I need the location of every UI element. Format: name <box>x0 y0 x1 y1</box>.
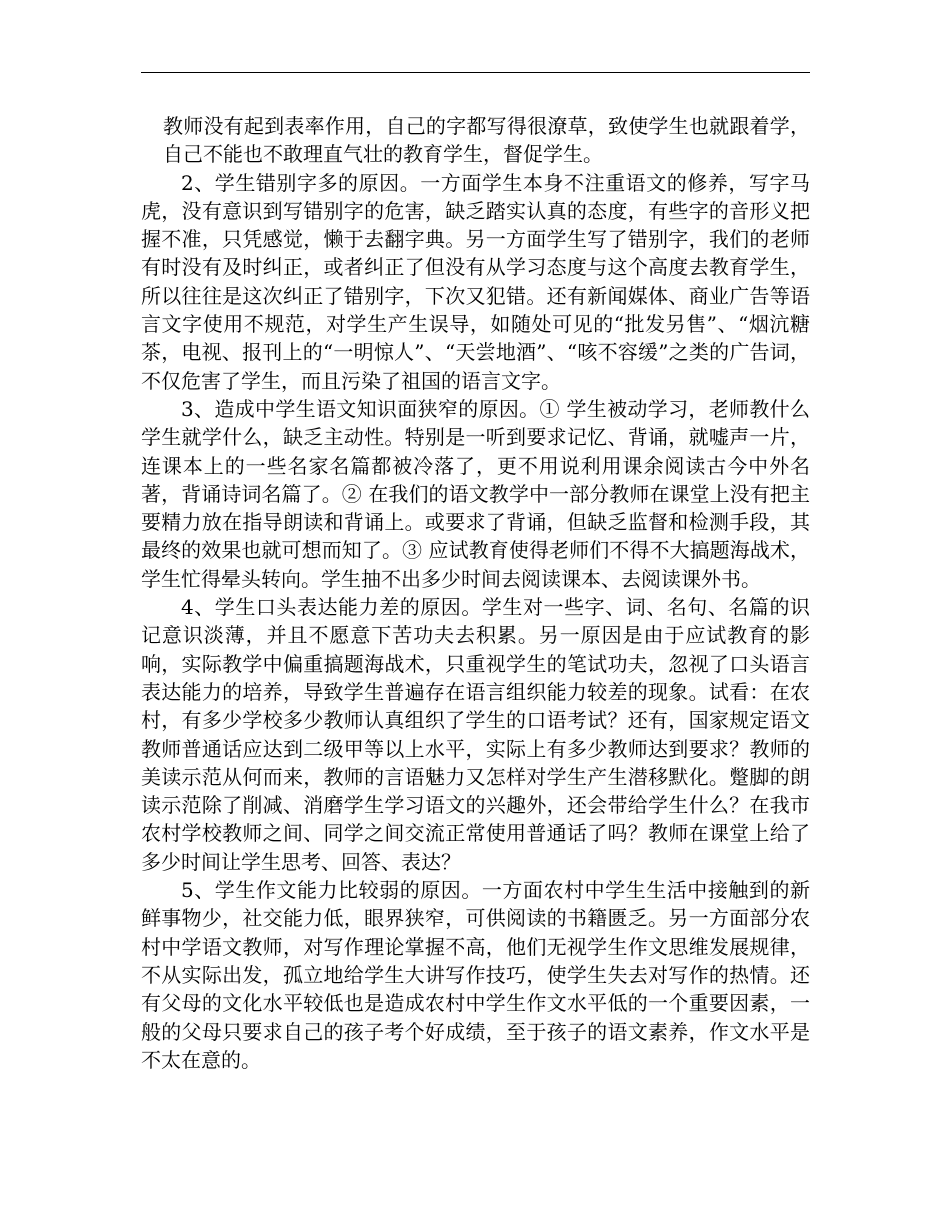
paragraph-knowledge-causes: 3、造成中学生语文知识面狭窄的原因。① 学生被动学习，老师教什么学生就学什么，缺乏主动性。特别是一听到要求记忆、背诵，就嘘声一片，连课本上的一些名家名篇都被冷落了，更不用说利用课余阅读古今中外名著，背诵诗词名篇了。② 在我们的语文教学中一部分教师在课堂上没有把主要精力放在指导朗读和背诵上。或要求了背诵，但缺乏监督和检测手段，其最终的效果也就可想而知了。③ 应试教育使得老师们不得不大搞题海战术，学生忙得晕头转向。学生抽不出多少时间去阅读课本、去阅读课外书。 <box>141 396 810 591</box>
document-body <box>141 112 810 1074</box>
paragraph-oral-expression-causes: 4、学生口头表达能力差的原因。学生对一些字、词、名句、名篇的识记意识淡薄，并且不愿意下苦功夫去积累。另一原因是由于应试教育的影响，实际教学中偏重搞题海战术，只重视学生的笔试功夫，忽视了口头语言表达能力的培养，导致学生普遍存在语言组织能力较差的现象。试看：在农村，有多少学校多少教师认真组织了学生的口语考试？还有，国家规定语文教师普通话应达到二级甲等以上水平，实际上有多少教师达到要求？教师的美读示范从何而来，教师的言语魅力又怎样对学生产生潜移默化。蹩脚的朗读示范除了削减、消磨学生学习语文的兴趣外，还会带给学生什么？在我市农村学校教师之间、同学之间交流正常使用普通话了吗？教师在课堂上给了多少时间让学生思考、回答、表达？ <box>141 595 810 874</box>
paragraph-writing-causes: 5、学生作文能力比较弱的原因。一方面农村中学生生活中接触到的新鲜事物少，社交能力低，眼界狭窄，可供阅读的书籍匮乏。另一方面部分农村中学语文教师，对写作理论掌握不高，他们无视学生作文思维发展规律，不从实际出发，孤立地给学生大讲写作技巧，使学生失去对写作的热情。还有父母的文化水平较低也是造成农村中学生作文水平低的一个重要因素，一般的父母只要求自己的孩子考个好成绩，至于孩子的语文素养，作文水平是不太在意的。 <box>141 878 810 1072</box>
header-rule <box>141 72 810 73</box>
paragraph-continued: 教师没有起到表率作用，自己的字都写得很潦草，致使学生也就跟着学，自己不能也不敢理直气壮的教育学生，督促学生。 <box>163 114 810 167</box>
paragraph-typo-causes: 2、学生错别字多的原因。一方面学生本身不注重语文的修养，写字马虎，没有意识到写错别字的危害，缺乏踏实认真的态度，有些字的音形义把握不准，只凭感觉，懒于去翻字典。另一方面学生写了错别字，我们的老师有时没有及时纠正，或者纠正了但没有从学习态度与这个高度去教育学生，所以往往是这次纠正了错别字，下次又犯错。还有新闻媒体、商业广告等语言文字使用不规范，对学生产生误导，如随处可见的“批发另售”、“烟沆糖茶，电视、报刊上的“一明惊人”、“天尝地酒”、“咳不容缓”之类的广告词，不仅危害了学生，而且污染了祖国的语言文字。 <box>141 170 810 393</box>
